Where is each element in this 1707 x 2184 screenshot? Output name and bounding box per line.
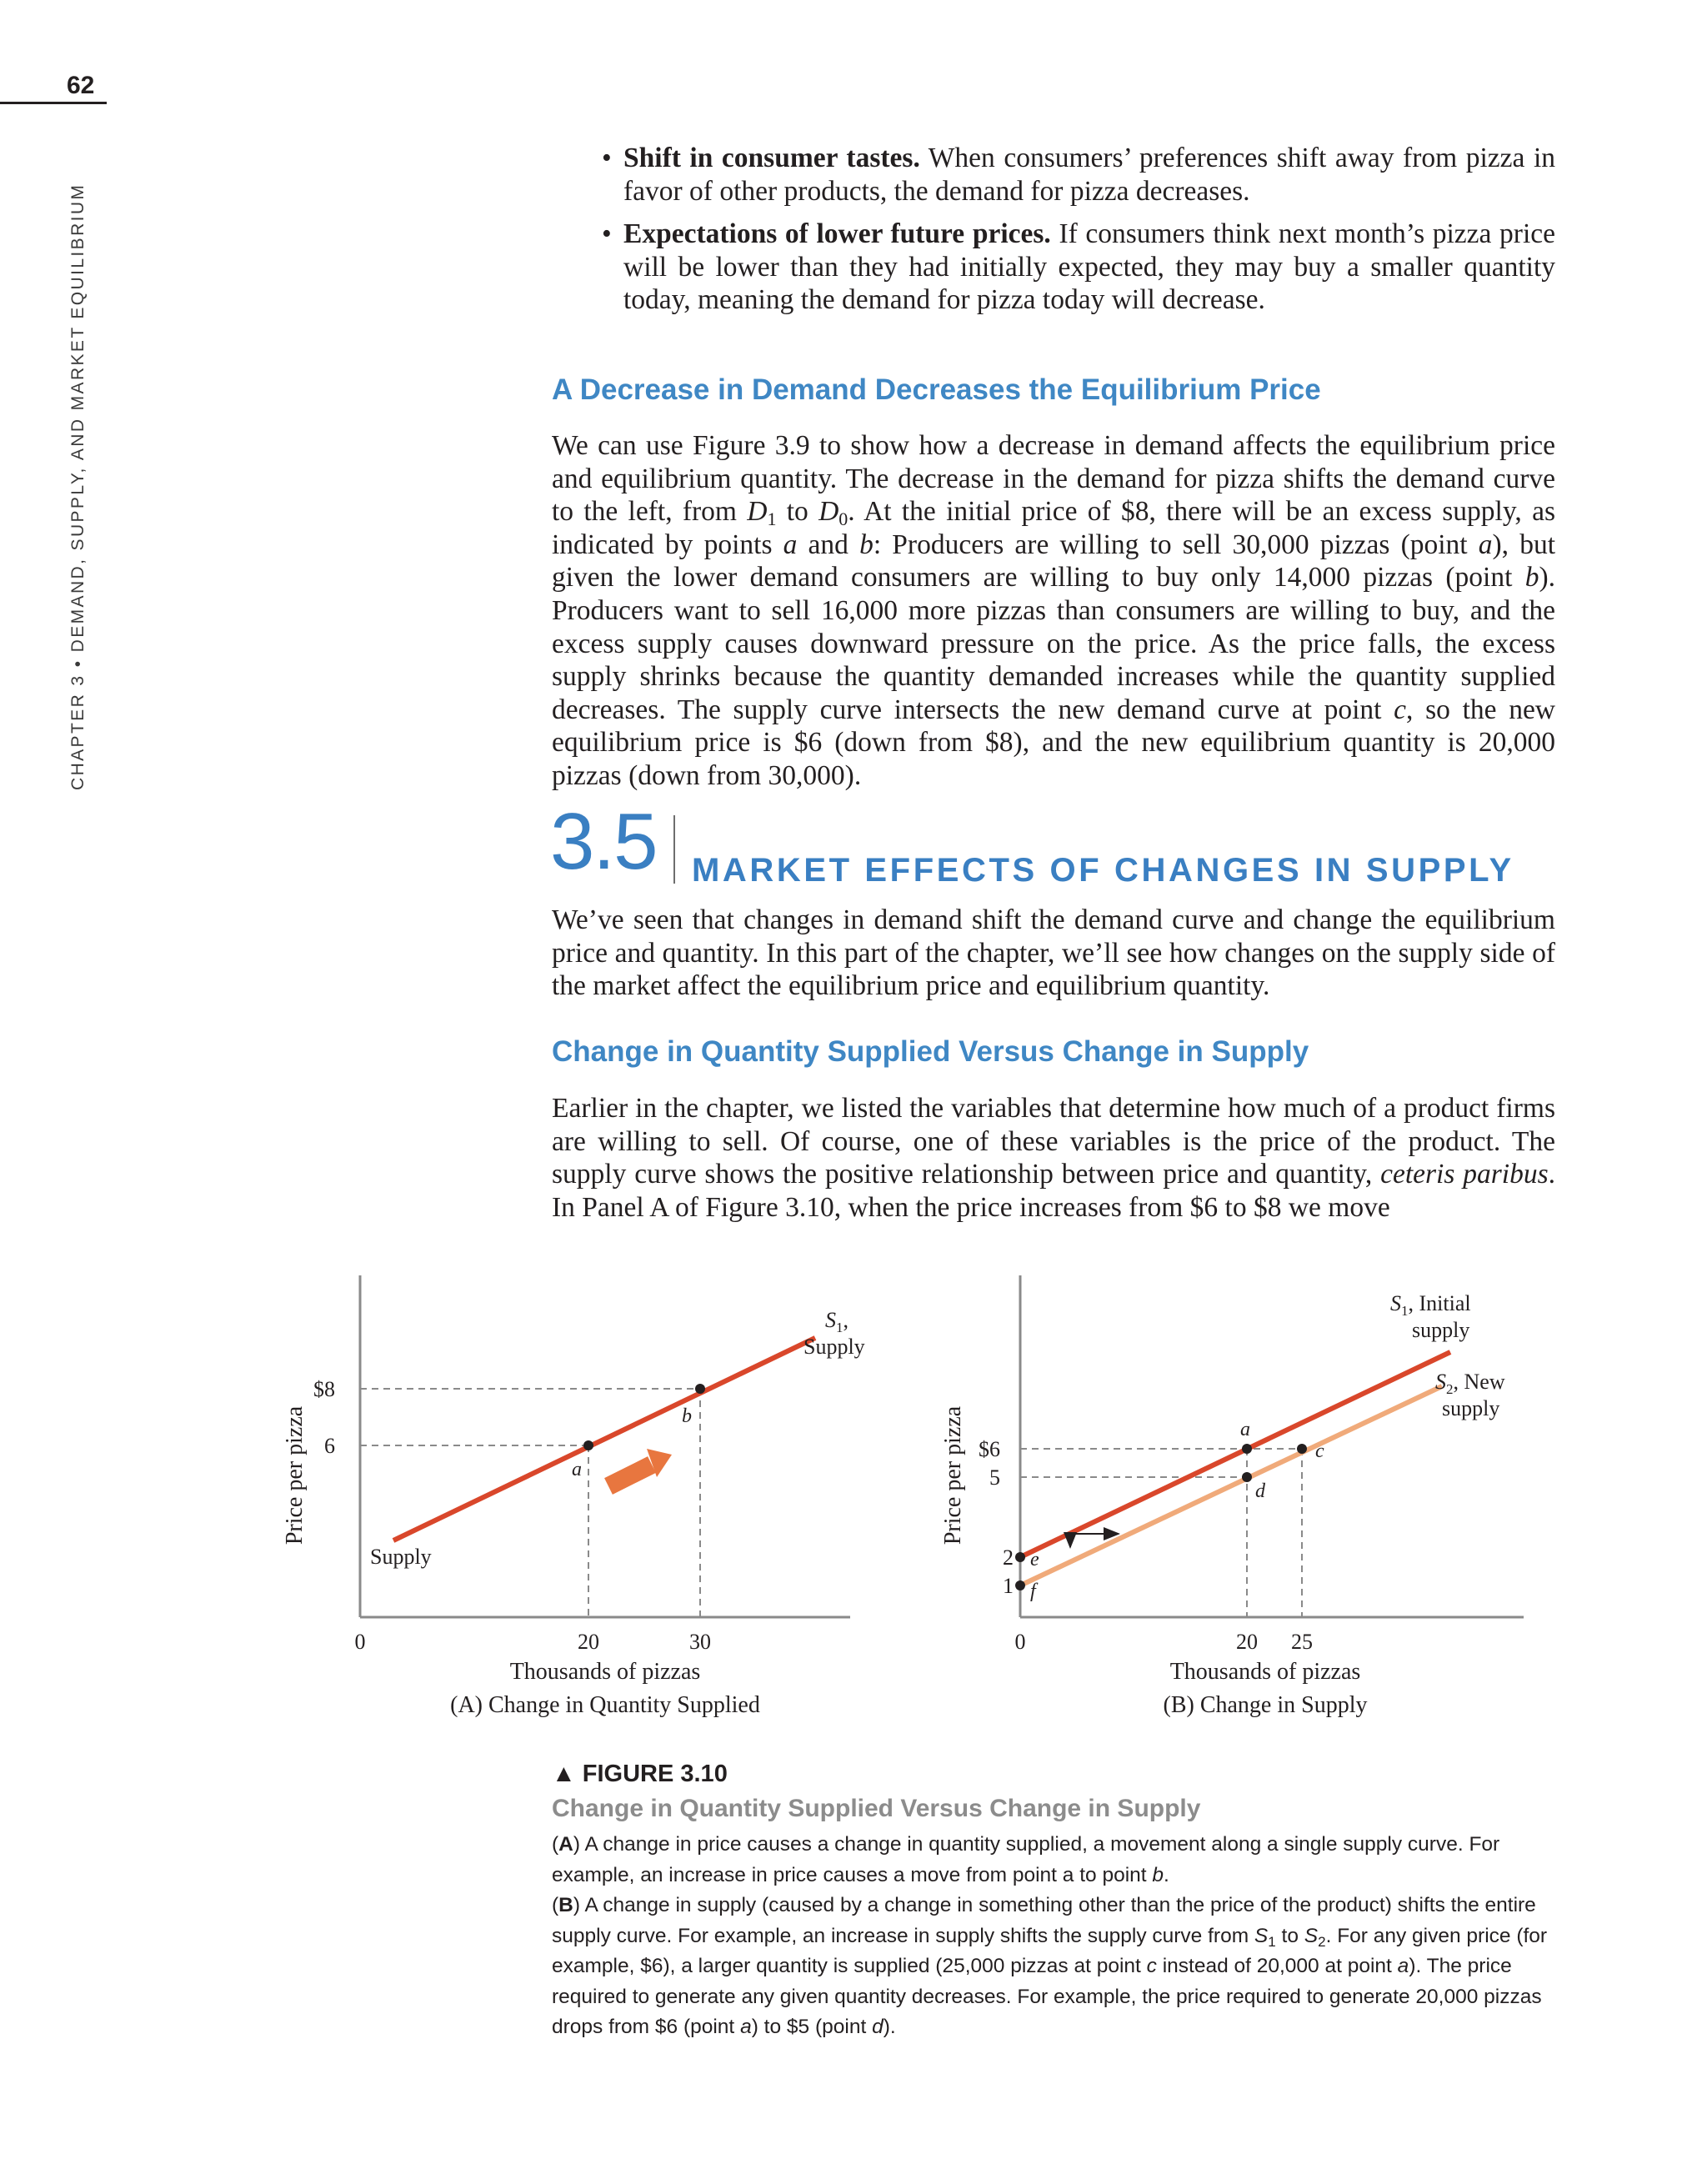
supply-label: Supply — [370, 1545, 432, 1569]
y-axis-label: Price per pizza — [282, 1405, 308, 1545]
point-f-label: f — [1030, 1580, 1036, 1602]
figure-title: Change in Quantity Supplied Versus Change in Supply — [552, 1795, 1201, 1822]
figure-caption — [552, 1761, 1555, 2043]
text-run: . — [1164, 1863, 1169, 1886]
s1-supply-label-line2: Supply — [803, 1335, 865, 1359]
text-run: . For any given price (for example, $6), a larger quantity is supplied (25,000 pizzas at point — [552, 1924, 1548, 1977]
bullet-lead: Expectations of lower future prices. — [623, 218, 1051, 250]
text-run: B — [558, 1894, 573, 1916]
page-number: 62 — [67, 72, 95, 99]
text-run: S — [1254, 1924, 1269, 1947]
text-run: 1 — [767, 508, 777, 530]
text-run: A — [558, 1833, 573, 1856]
text-run: ), but given the lower demand consumers are willing to buy only 14,000 pizzas (point — [552, 528, 1556, 594]
arrow-shaft — [608, 1465, 652, 1486]
point-f-dot — [1015, 1580, 1025, 1590]
point-d-label: d — [1255, 1480, 1265, 1502]
page-number-rule — [0, 102, 107, 104]
s2-label-line1: $S_2$, New — [1435, 1370, 1505, 1397]
x-axis-label: Thousands of pizzas — [509, 1659, 701, 1685]
text-run: ) A change in price causes a change in quantity supplied, a movement along a single supply curve. For example, an increase in price causes a move from point a to point — [552, 1833, 1500, 1886]
figure-3-10 — [0, 1250, 1707, 1767]
x-tick-0: 0 — [354, 1630, 366, 1654]
y-tick-1: 1 — [1003, 1574, 1014, 1598]
text-run: ). Producers want to sell 16,000 more pizzas than consumers are willing to buy, and the excess supply causes downward pressure on the price. As the price falls, the excess supply shrinks because the quantity demanded increases while the quantity supplied decreases. The supply curve intersects the new demand curve at point — [552, 562, 1555, 725]
text-run: ) A change in supply (caused by a change in something other than the price of the product) shifts the entire supply curve. For example, an increase in supply shifts the supply curve from — [552, 1894, 1536, 1947]
s1-supply-label-line1: $S_1$, — [825, 1308, 848, 1335]
figure-label: ▲ FIGURE 3.10 — [552, 1761, 728, 1787]
y-tick-5: 5 — [989, 1465, 1000, 1490]
bullet-list — [552, 142, 1555, 327]
text-run: a — [1397, 1955, 1409, 1977]
movement-arrow — [608, 1449, 672, 1486]
y-tick-6: $6 — [979, 1437, 1000, 1461]
s2-curve — [1020, 1386, 1442, 1585]
text-run: c — [1146, 1955, 1157, 1977]
section-title: MARKET EFFECTS OF CHANGES IN SUPPLY — [692, 852, 1514, 889]
text-run: a — [740, 2016, 752, 2038]
y-axis-label: Price per pizza — [940, 1405, 966, 1545]
panel-b-caption: (B) Change in Supply — [1163, 1692, 1368, 1718]
text-run: D — [818, 496, 839, 528]
bullet-item — [552, 218, 1555, 317]
bullet-lead: Shift in consumer tastes. — [623, 143, 920, 173]
caption-panel-b: (B) A change in supply (caused by a change in something other than the price of the product) shifts the entire supply curve. For example, an increase in supply shifts the supply curve from $S_1$ to $S_2$. For any given price (for example, $6), a larger quantity is supplied (25,000 pizzas at point c instead of 20,000 at point a). The price required to generate any given quantity decreases. For example, the price required to generate 20,000 pizzas drops from $6 (point a) to $5 (point d). — [552, 1894, 1548, 2038]
point-c-label: c — [1315, 1440, 1324, 1462]
point-a-label: a — [1240, 1419, 1250, 1440]
text-run: D — [747, 496, 768, 528]
bullet-dot: • — [602, 143, 612, 173]
s1-label-line1: $S_1$, Initial — [1390, 1291, 1471, 1319]
text-run: Earlier in the chapter, we listed the variables that determine how much of a product firms are willing to sell. Of course, one of these variables is the price of the product. The supply curve shows the positive relationship between price and quantity, — [552, 1093, 1555, 1190]
x-axis-label: Thousands of pizzas — [1169, 1659, 1361, 1685]
text-run: a — [1478, 528, 1493, 560]
text-run: b — [859, 528, 874, 560]
text-run: . At the initial price of $8, there will be an excess supply, as indicated by points — [552, 496, 1555, 560]
x-tick-20: 20 — [1236, 1630, 1258, 1654]
section-number: 3.5 — [550, 797, 657, 886]
text-run: a — [783, 528, 798, 560]
s1-curve — [1020, 1352, 1450, 1557]
text-run: b — [1152, 1863, 1164, 1886]
text-run: ) to $5 (point — [751, 2016, 873, 2038]
x-tick-25: 25 — [1291, 1630, 1313, 1654]
text-run: instead of 20,000 at point — [1156, 1955, 1398, 1977]
point-a-dot — [1242, 1444, 1252, 1454]
point-b-dot — [695, 1384, 705, 1394]
text-run: ceteris paribus — [1380, 1159, 1549, 1190]
text-run: 2 — [1318, 1933, 1326, 1950]
s1-label-line2: supply — [1412, 1318, 1470, 1342]
bullet-item — [552, 142, 1555, 208]
caption-panel-a: (A) A change in price causes a change in quantity supplied, a movement along a single supply curve. For example, an increase in price causes a move from point a to point b. — [552, 1833, 1500, 1886]
text-run: ). The price required to generate any given quantity decreases. For example, the price required to generate 20,000 pizzas drops from $6 (point — [552, 1955, 1542, 2038]
text-run: to — [776, 496, 819, 528]
x-tick-30: 30 — [689, 1630, 711, 1654]
text-run: b — [1524, 562, 1539, 594]
text-run: d — [872, 2016, 884, 2038]
text-run: 1 — [1268, 1933, 1276, 1950]
paragraph-change-supply — [552, 1092, 1555, 1224]
bullet-dot: • — [602, 218, 612, 250]
panel-a-caption: (A) Change in Quantity Supplied — [450, 1692, 760, 1718]
x-tick-0: 0 — [1014, 1630, 1026, 1654]
point-e-dot — [1015, 1552, 1025, 1562]
point-a-dot — [583, 1440, 593, 1450]
point-e-label: e — [1030, 1549, 1039, 1570]
text-run: 0 — [838, 508, 848, 530]
heading-change-supply: Change in Quantity Supplied Versus Change in Supply — [552, 1035, 1309, 1068]
panel-a — [282, 1275, 865, 1718]
running-head: CHAPTER 3 • DEMAND, SUPPLY, AND MARKET EQUILIBRIUM — [68, 183, 88, 790]
heading-decrease-demand: A Decrease in Demand Decreases the Equilibrium Price — [552, 373, 1321, 406]
s2-label-line2: supply — [1442, 1396, 1500, 1420]
text-run: S — [1304, 1924, 1319, 1947]
bullet-text: If consumers think next month’s pizza price will be lower than they had initially expected, they may buy a smaller quantity today, meaning the demand for pizza today will decrease. — [623, 218, 1556, 316]
section-divider — [673, 815, 675, 884]
point-c-dot — [1297, 1444, 1307, 1454]
text-run: : Producers are willing to sell 30,000 pizzas (point — [873, 528, 1479, 560]
paragraph-decrease-demand — [552, 429, 1555, 793]
bullet-text: When consumers’ preferences shift away from pizza in favor of other products, the demand for pizza decreases. — [623, 143, 1556, 207]
x-tick-20: 20 — [578, 1630, 599, 1654]
text-run: to — [1275, 1924, 1304, 1947]
point-a-label: a — [572, 1459, 582, 1480]
text-run: c — [1394, 694, 1407, 725]
text-run: , so the new equilibrium price is $6 (down from $8), and the new equilibrium quantity is 20,000 pizzas (down from 30,000). — [552, 694, 1555, 791]
y-tick-8: $8 — [313, 1377, 335, 1401]
supply-curve — [393, 1338, 815, 1540]
y-tick-2: 2 — [1003, 1545, 1014, 1570]
text-run: We can use Figure 3.9 to show how a decrease in demand affects the equilibrium price and equilibrium quantity. The decrease in the demand for pizza shifts the demand curve to the left, from — [552, 430, 1555, 528]
point-b-label: b — [682, 1405, 692, 1427]
point-d-dot — [1242, 1472, 1252, 1482]
text-run: and — [797, 528, 860, 560]
text-run: ). — [883, 2016, 896, 2038]
text-run: . In Panel A of Figure 3.10, when the price increases from $6 to $8 we move — [552, 1159, 1555, 1223]
panel-b — [940, 1275, 1524, 1718]
y-tick-6: 6 — [324, 1434, 335, 1458]
paragraph-section-intro: We’ve seen that changes in demand shift the demand curve and change the equilibrium price and quantity. In this part of the chapter, we’ll see how changes on the supply side of the market affect the equilibrium price and equilibrium quantity. — [552, 904, 1555, 1002]
